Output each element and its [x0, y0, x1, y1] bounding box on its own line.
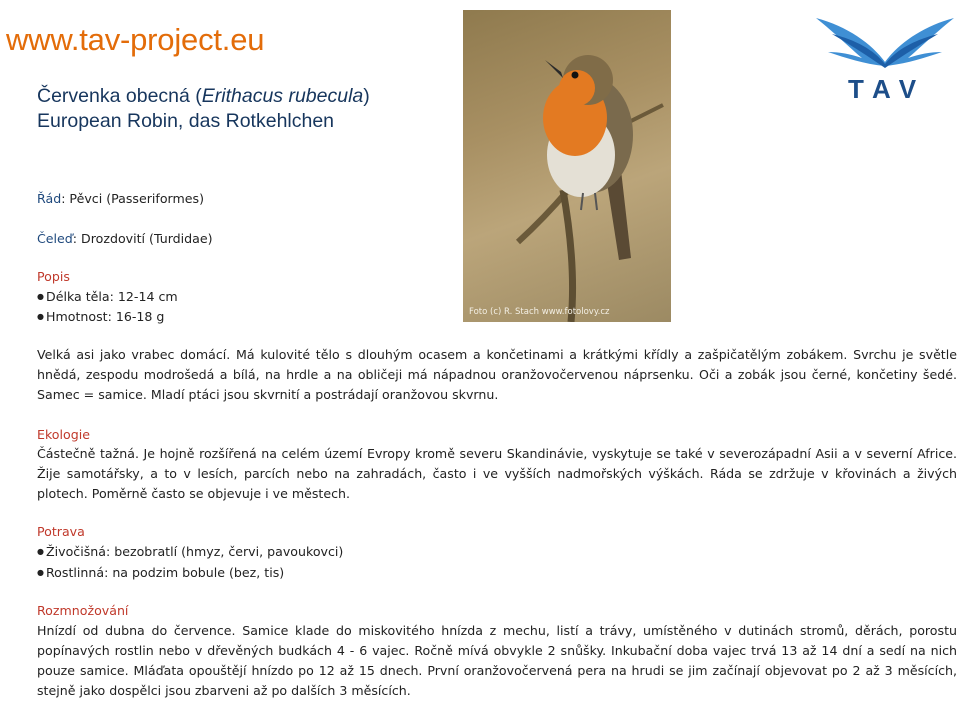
- description-heading: Popis: [37, 269, 70, 284]
- ecology-paragraph: Částečně tažná. Je hojně rozšířená na celém území Evropy kromě severu Skandinávie, vyskytuje se také v severozápadní Asii a v severní Africe. Žije samotářsky, a to v lesích, parcích nebo na zahradách, často i ve vyšších nadmořských výškách. Ráda se zdržuje v křovinách a živých plotech. Poměrně často se objevuje i ve městech.: [37, 446, 957, 501]
- family-value: : Drozdovití (Turdidae): [72, 231, 213, 246]
- order-label: Řád: [37, 191, 62, 206]
- taxonomy-family: [37, 229, 213, 249]
- photo-credit: Foto (c) R. Stach www.fotolovy.cz: [469, 307, 610, 317]
- ecology-heading: Ekologie: [37, 427, 90, 442]
- bullet-animal-food: ● Živočišná: bezobratlí (hmyz, červi, pavoukovci): [37, 542, 343, 562]
- tav-logo: [812, 4, 958, 104]
- order-value: : Pěvci (Passeriformes): [61, 191, 204, 206]
- bullet-plant-food: ● Rostlinná: na podzim bobule (bez, tis): [37, 563, 284, 583]
- diet-heading: Potrava: [37, 524, 85, 539]
- reproduction-heading: Rozmnožování: [37, 603, 129, 618]
- taxonomy-order: [37, 189, 204, 209]
- family-label: Čeleď: [37, 231, 73, 246]
- bullet-weight: ● Hmotnost: 16-18 g: [37, 307, 164, 327]
- title-prefix: Červenka obecná (: [37, 85, 202, 107]
- species-title-other-languages: European Robin, das Rotkehlchen: [37, 110, 335, 132]
- logo-text: TAV: [848, 74, 927, 104]
- description-paragraph: Velká asi jako vrabec domácí. Má kulovité tělo s dlouhým ocasem a končetinami a krátkými křídly a zašpičatělým zobákem. Svrchu je světle hnědá, zespodu modrošedá a bílá, na hrdle a na obličeji má nápadnou oranžovočervenou náprsenku. Oči a zobák jsou černé, končetiny šedé. Samec = samice. Mladí ptáci jsou skvrnití a postrádají oranžovou skvrnu.: [37, 347, 957, 402]
- title-suffix: ): [363, 85, 370, 107]
- reproduction-paragraph: Hnízdí od dubna do července. Samice klade do miskovitého hnízda z mechu, listí a trávy, umístěného v dutinách stromů, děrách, porostu popínavých rostlin nebo v dřevěných budkách 4 - 6 vajec. Ročně mívá obvykle 2 snůšky. Inkubační doba vajec trvá 13 až 14 dní a sedí na nich pouze samice. Mláďata opouštějí hnízdo po 12 až 15 dnech. První oranžovočervená pera na hrudi se jim začínají objevovat po 2 až 3 měsících, stejně jako dospělci jsou zbarveni až po dalších 3 měsících.: [37, 623, 957, 698]
- bullet-length: ● Délka těla: 12-14 cm: [37, 287, 178, 307]
- latin-name: Erithacus rubecula: [201, 85, 364, 107]
- species-title-czech: [37, 85, 370, 108]
- robin-illustration: [463, 10, 671, 322]
- robin-photo: [463, 10, 671, 322]
- wings-icon: [812, 4, 958, 74]
- site-url[interactable]: www.tav-project.eu: [6, 22, 265, 57]
